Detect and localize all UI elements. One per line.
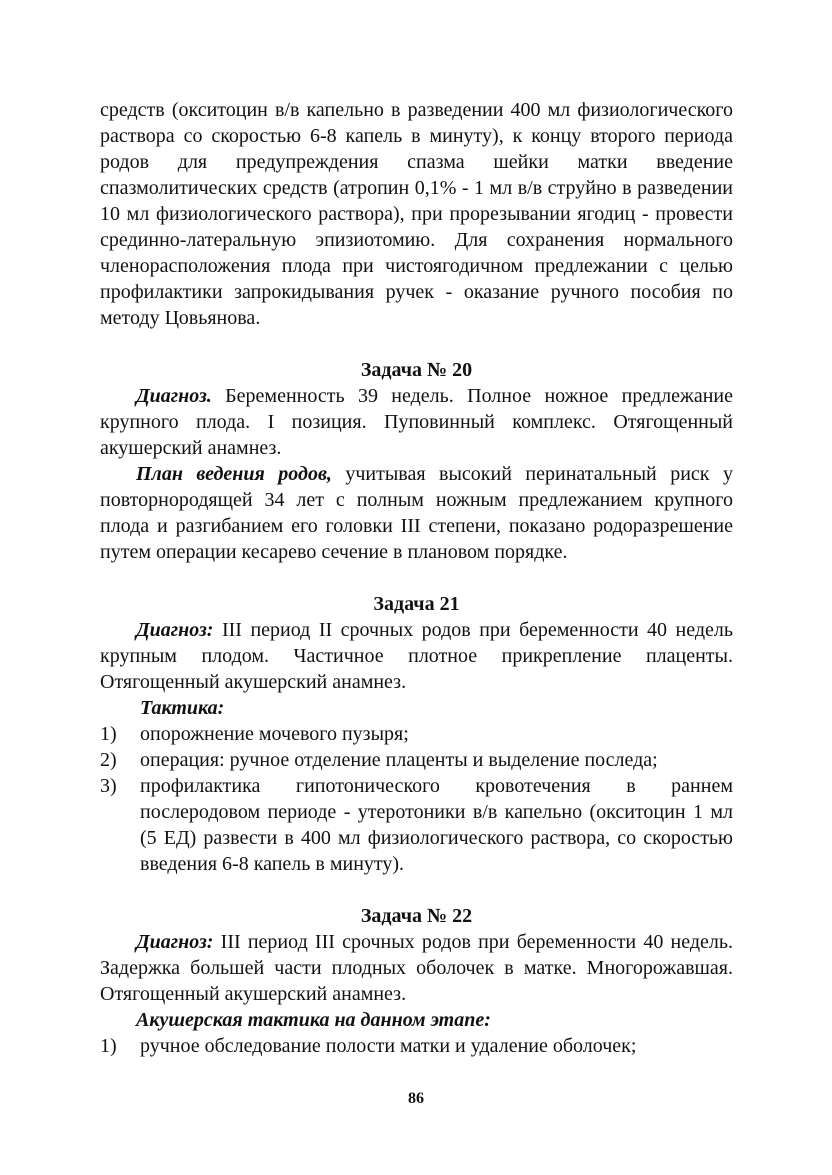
- diagnosis-text: Беременность 39 недель. Полное ножное предлежание крупного плода. I позиция. Пуповинный комплекс. Отягощенный акушерский анамнез.: [100, 385, 733, 459]
- spacer: [100, 877, 733, 903]
- list-item-text: профилактика гипотонического кровотечения в раннем послеродовом периоде - утеротоники в/в капельно (окситоцин 1 мл (5 ЕД) развести в 400 мл физиологического раствора, со скоростью введения 6-8 капель в минуту).: [140, 775, 733, 875]
- list-item: [100, 773, 733, 877]
- list-item-text: операция: ручное отделение плаценты и выделение последа;: [140, 749, 658, 771]
- list-item-number: 1): [100, 1035, 117, 1057]
- spacer: [100, 565, 733, 591]
- page-number: 86: [408, 1090, 424, 1107]
- diagnosis-text: III период II срочных родов при беременности 40 недель крупным плодом. Частичное плотное прикрепление плаценты. Отягощенный акушерский анамнез.: [100, 619, 733, 693]
- list-item: [100, 721, 733, 747]
- spacer: [100, 331, 733, 357]
- task-21-heading: Задача 21: [373, 593, 460, 615]
- task-21-tactics-label: Тактика:: [140, 697, 225, 719]
- list-item-number: 1): [100, 723, 117, 745]
- list-item-number: 3): [100, 775, 117, 797]
- task-22-heading: Задача № 22: [360, 905, 473, 927]
- task-21-tactics-list: [100, 721, 733, 877]
- plan-text: учитывая высокий перинатальный риск у повторнородящей 34 лет с полным ножным предлежанием крупного плода и разгибанием его головки III степени, показано родоразрешение путем операции кесарево сечение в плановом порядке.: [100, 463, 734, 563]
- list-item: [100, 747, 733, 773]
- list-item: [100, 1033, 733, 1059]
- list-item-text: опорожнение мочевого пузыря;: [140, 723, 409, 745]
- diagnosis-label: Диагноз.: [136, 385, 212, 407]
- task-20-plan: [100, 461, 733, 565]
- list-item-text: ручное обследование полости матки и удаление оболочек;: [140, 1035, 637, 1057]
- intro-paragraph: средств (окситоцин в/в капельно в разведении 400 мл физиологического раствора со скоростью 6-8 капель в минуту), к концу второго периода родов для предупреждения спазма шейки матки введение спазмолитических средств (атропин 0,1% - 1 мл в/в струйно в разведении 10 мл физиологического раствора), при прорезывании ягодиц - провести срединно-латеральную эпизиотомию. Для сохранения нормального членорасположения плода при чистоягодичном предлежании с целью профилактики запрокидывания ручек - оказание ручного пособия по методу Цовьянова.: [100, 99, 733, 329]
- diagnosis-label: Диагноз:: [136, 931, 214, 953]
- task-22-tactics-list: [100, 1033, 733, 1059]
- plan-label: План ведения родов,: [136, 463, 332, 485]
- task-21-diagnosis: [100, 617, 733, 695]
- list-item-number: 2): [100, 749, 117, 771]
- task-20-heading: Задача № 20: [360, 359, 473, 381]
- task-20-diagnosis: [100, 383, 733, 461]
- diagnosis-text: III период III срочных родов при беременности 40 недель. Задержка большей части плодных оболочек в матке. Многорожавшая. Отягощенный акушерский анамнез.: [100, 931, 733, 1005]
- diagnosis-label: Диагноз:: [136, 619, 214, 641]
- page-content: [100, 97, 733, 1059]
- task-22-diagnosis: [100, 929, 733, 1007]
- task-22-tactics-label: Акушерская тактика на данном этапе:: [136, 1009, 491, 1031]
